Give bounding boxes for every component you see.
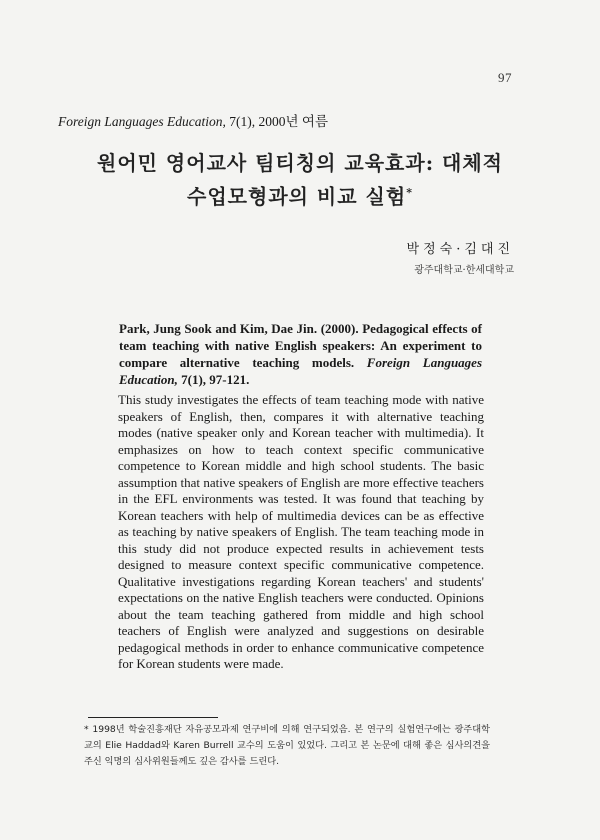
- title-footnote-marker: *: [406, 186, 413, 199]
- citation: [119, 320, 482, 388]
- footnote: * 1998년 학술진흥재단 자유공모과제 연구비에 의해 연구되었음. 본 연구의 실험연구에는 광주대학교의 Elie Haddad와 Karen Burrell 교수의 도움이 있었다. 그리고 본 논문에 대해 좋은 심사의견을 주신 익명의 심사위원들께도 깊은 감사를 드린다.: [84, 724, 490, 767]
- citation-pages: 7(1), 97-121.: [181, 372, 250, 387]
- page-number: 97: [498, 70, 512, 85]
- paper-title: [0, 148, 600, 212]
- citation-journal: Foreign Languages Education,: [119, 355, 483, 387]
- affiliation: 광주대학교·한세대학교: [414, 265, 514, 276]
- footnote-divider: [88, 717, 218, 718]
- running-head-journal: Foreign Languages Education,: [58, 114, 226, 129]
- title-line-1: 원어민 영어교사 팀티칭의 교육효과: 대체적: [97, 151, 503, 175]
- citation-text: Park, Jung Sook and Kim, Dae Jin. (2000). Pedagogical effects of team teaching with native English speakers: An experiment to compare alternative teaching models.: [119, 321, 482, 370]
- abstract: This study investigates the effects of team teaching mode with native speakers of English, then, compares it with alternative teaching modes (native speaker only and Korean teacher with multimedia). It emphasizes on how to teach context specific communicative competence to Korean middle and high school students. The basic assumption that native speakers of English are more effective teachers in the EFL environments was tested. It was found that teaching by Korean teachers with help of multimedia devices can be as effective as teaching by native speakers of English. The team teaching mode in this study did not produce expected results in achievement tests designed to measure context specific communicative competence. Qualitative investigations regarding Korean teachers' and students' expectations on the native English teachers were conducted. Opinions about the team teaching gathered from middle and high school teachers of English were analyzed and suggestions on desirable pedagogical methods in order to enhance communicative competence for Korean students were made.: [118, 392, 484, 671]
- authors: 박정숙·김대진: [406, 242, 514, 257]
- running-head: [58, 110, 328, 130]
- running-head-volume: 7(1), 2000년 여름: [229, 114, 328, 129]
- title-line-2: [0, 178, 600, 212]
- title-line-2-text: 수업모형과의 비교 실험: [187, 184, 407, 209]
